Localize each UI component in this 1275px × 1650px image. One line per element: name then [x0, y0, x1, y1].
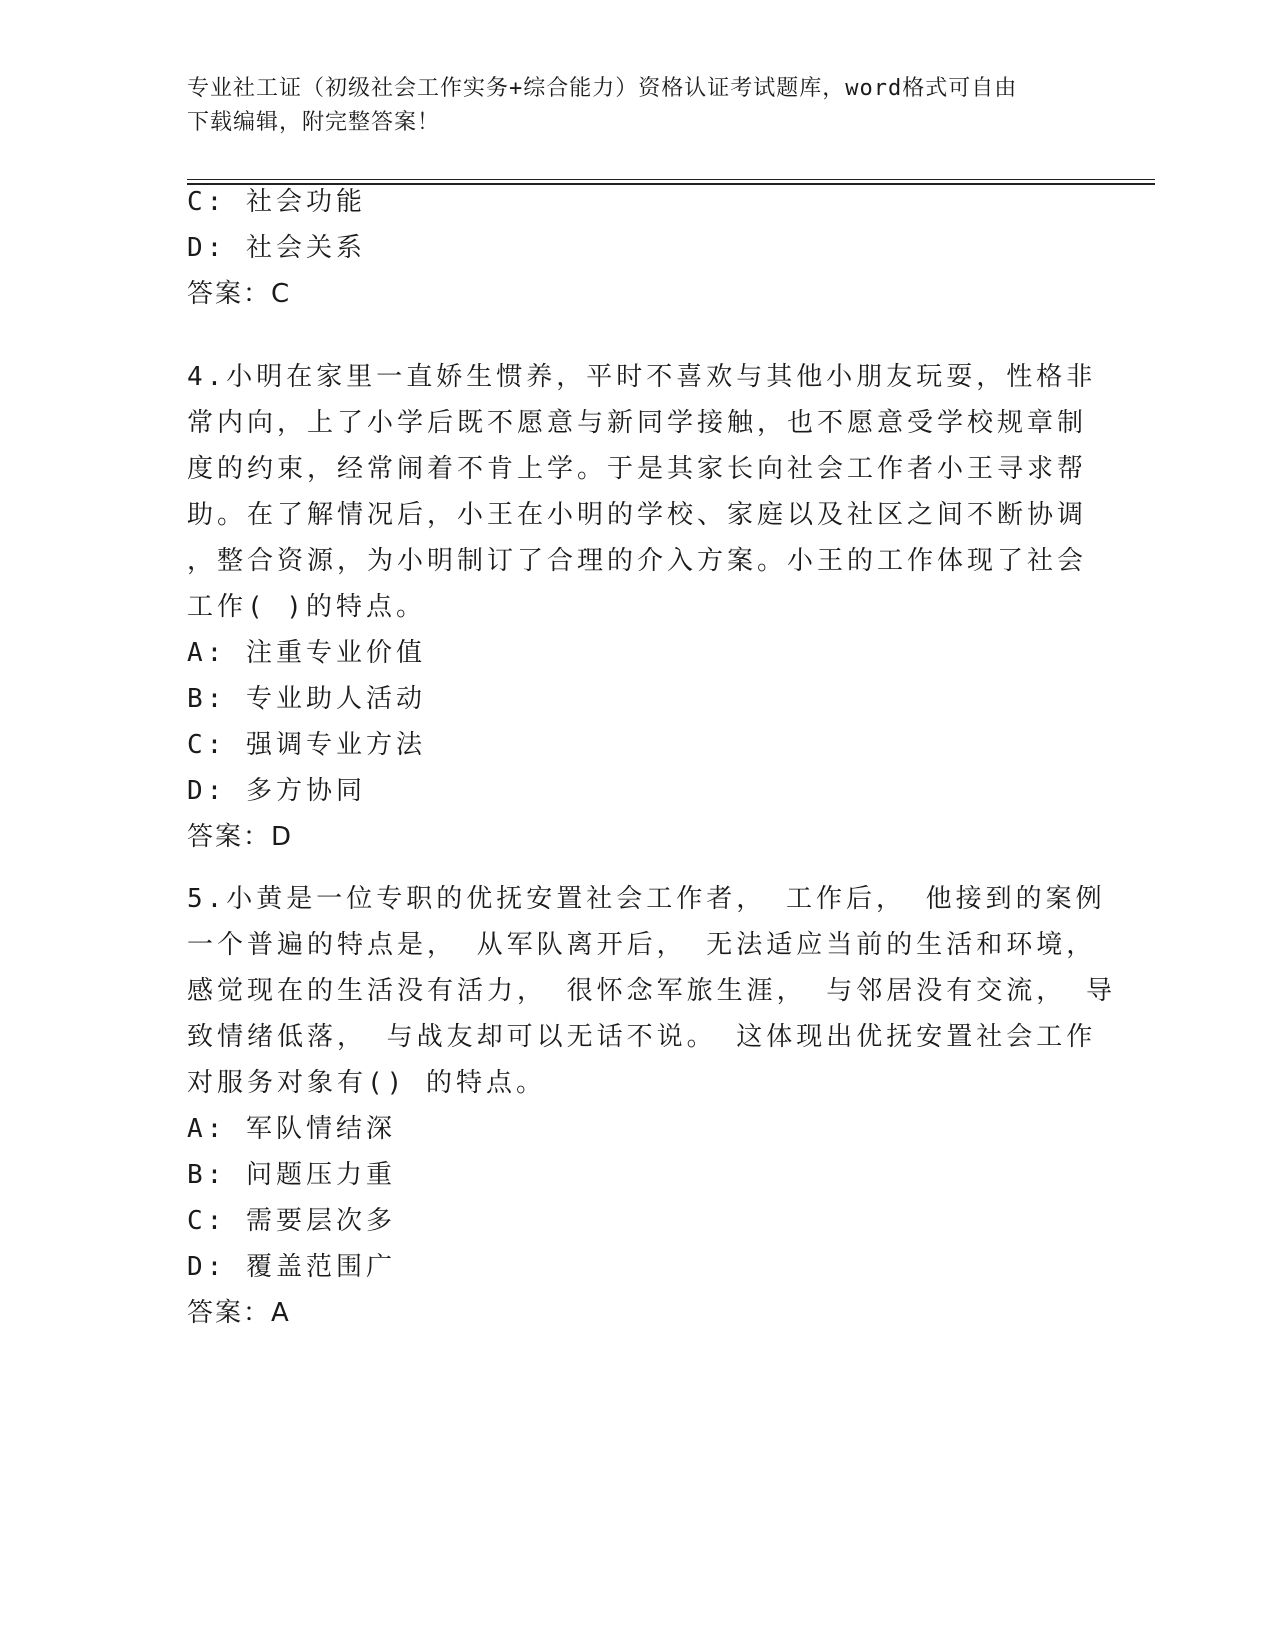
option-a: A: 军队情结深 — [187, 1114, 396, 1144]
option-d: D: 覆盖范围广 — [187, 1252, 396, 1282]
question-4-line: 工作( )的特点。 — [187, 592, 426, 622]
question-4-line: 助。在了解情况后，小王在小明的学校、家庭以及社区之间不断协调 — [187, 500, 1088, 530]
option-b: B: 专业助人活动 — [187, 684, 426, 714]
answer-label: 答案：D — [187, 822, 294, 852]
question-4-line: ，整合资源，为小明制订了合理的介入方案。小王的工作体现了社会 — [187, 546, 1088, 576]
question-4-line: 常内向，上了小学后既不愿意与新同学接触，也不愿意受学校规章制 — [187, 408, 1088, 438]
question-5-line: 一个普遍的特点是， 从军队离开后， 无法适应当前的生活和环境， — [187, 930, 1097, 960]
option-a: A: 注重专业价值 — [187, 638, 426, 668]
option-d: D: 多方协同 — [187, 776, 366, 806]
question-5-line: 5.小黄是一位专职的优抚安置社会工作者， 工作后， 他接到的案例 — [187, 884, 1106, 914]
option-c: C: 社会功能 — [187, 187, 366, 217]
question-5-line: 对服务对象有() 的特点。 — [187, 1068, 546, 1098]
option-d: D: 社会关系 — [187, 233, 366, 263]
document-header — [187, 72, 1087, 140]
question-3-tail — [187, 179, 1067, 317]
question-4-line: 4.小明在家里一直娇生惯养，平时不喜欢与其他小朋友玩耍，性格非 — [187, 362, 1097, 392]
option-c: C: 需要层次多 — [187, 1206, 396, 1236]
question-4-line: 度的约束，经常闹着不肯上学。于是其家长向社会工作者小王寻求帮 — [187, 454, 1088, 484]
option-b: B: 问题压力重 — [187, 1160, 396, 1190]
question-5 — [187, 876, 1116, 1336]
question-5-line: 感觉现在的生活没有活力， 很怀念军旅生涯， 与邻居没有交流， 导 — [187, 976, 1116, 1006]
answer-label: 答案：C — [187, 279, 292, 309]
question-5-line: 致情绪低落， 与战友却可以无话不说。 这体现出优抚安置社会工作 — [187, 1022, 1097, 1052]
header-line-2: 下载编辑，附完整答案！ — [187, 110, 441, 135]
answer-label: 答案：A — [187, 1298, 291, 1328]
question-4 — [187, 354, 1097, 860]
header-line-1: 专业社工证（初级社会工作实务+综合能力）资格认证考试题库，word格式可自由 — [187, 76, 1018, 101]
option-c: C: 强调专业方法 — [187, 730, 426, 760]
